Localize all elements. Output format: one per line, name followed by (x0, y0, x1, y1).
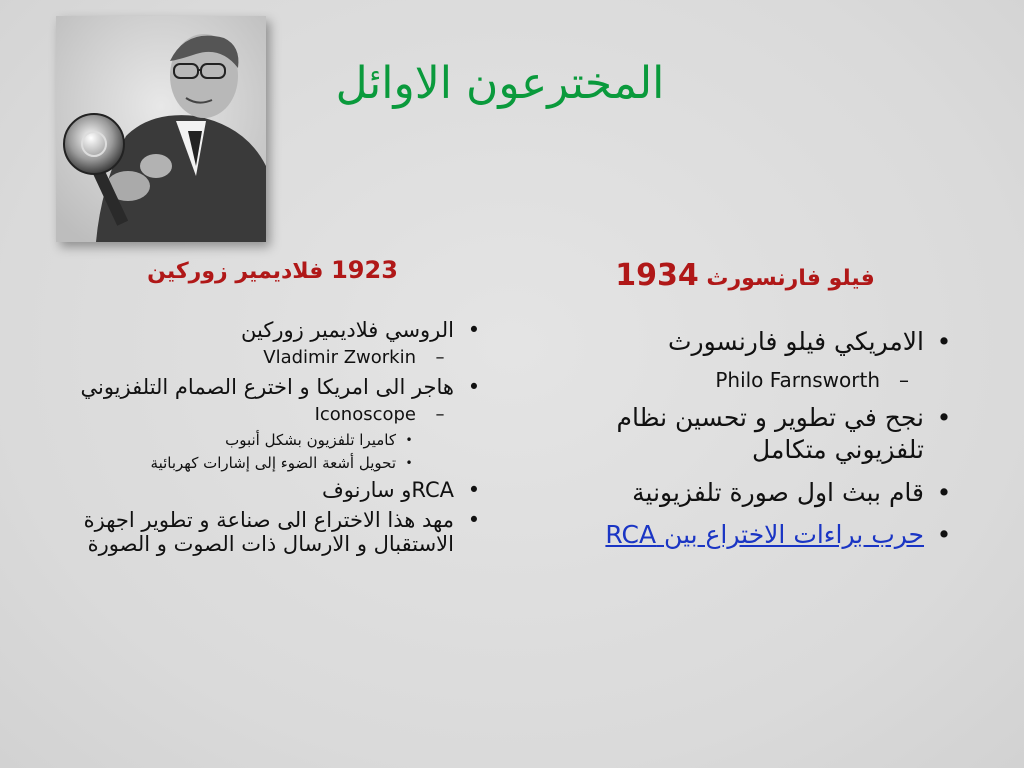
list-item-text: كاميرا تلفزيون بشكل أنبوب (225, 430, 396, 449)
bullet: • (936, 477, 952, 507)
list-item (60, 405, 500, 426)
bullet: • (467, 318, 481, 342)
left-column (60, 318, 500, 563)
dash-bullet: – (899, 367, 909, 392)
list-item (540, 402, 970, 467)
left-heading (140, 256, 405, 284)
portrait-image (56, 16, 266, 242)
patent-war-link[interactable]: حرب براءات الاختراع بين RCA (605, 520, 924, 549)
list-item-text: الامريكي فيلو فارنسورث (668, 327, 924, 356)
list-item-text: الروسي فلاديمير زوركين (241, 318, 454, 342)
list-item (60, 508, 500, 556)
bullet: • (936, 520, 952, 549)
list-item-text: نجح في تطوير و تحسين نظام تلفزيوني متكامل (616, 402, 924, 464)
list-item-text: هاجر الى امريكا و اخترع الصمام التلفزيوني (80, 374, 454, 399)
dash-bullet: – (435, 403, 445, 425)
bullet: • (936, 327, 952, 356)
list-item-text: Iconoscope (314, 403, 416, 425)
list-item-text: قام ببث اول صورة تلفزيونية (632, 477, 924, 507)
slide-title: المخترعون الاوائل (335, 58, 665, 109)
list-item (540, 477, 970, 510)
bullet: • (405, 455, 413, 470)
right-heading (600, 258, 890, 293)
list-item (60, 375, 500, 399)
list-item (60, 478, 500, 502)
bullet: • (467, 374, 481, 399)
list-item-text: Philo Farnsworth (715, 367, 880, 392)
bullet: • (936, 402, 952, 432)
inventor-photo (56, 16, 266, 242)
right-column (540, 326, 970, 562)
list-item-text: RCAو سارنوف (322, 478, 454, 503)
dash-bullet: – (435, 347, 445, 369)
right-heading-year: 1934 (615, 258, 699, 293)
list-item (540, 326, 970, 359)
list-item (60, 432, 500, 449)
list-item (60, 455, 500, 472)
bullet: • (405, 432, 413, 447)
list-item (60, 318, 500, 342)
right-heading-name: فيلو فارنسورث (706, 266, 875, 291)
list-item-text: Vladimir Zworkin (263, 347, 416, 369)
left-heading-name: فلاديمير زوركين (147, 259, 324, 284)
list-item (540, 519, 970, 552)
list-item (60, 348, 500, 369)
list-item-text: تحويل أشعة الضوء إلى إشارات كهربائية (150, 453, 396, 472)
left-heading-year: 1923 (331, 256, 398, 284)
bullet: • (467, 508, 481, 533)
bullet: • (467, 478, 481, 503)
list-item (540, 369, 970, 392)
list-item-text: مهد هذا الاختراع الى صناعة و تطوير اجهزة الاستقبال و الارسال ذات الصوت و الصورة (83, 508, 454, 557)
